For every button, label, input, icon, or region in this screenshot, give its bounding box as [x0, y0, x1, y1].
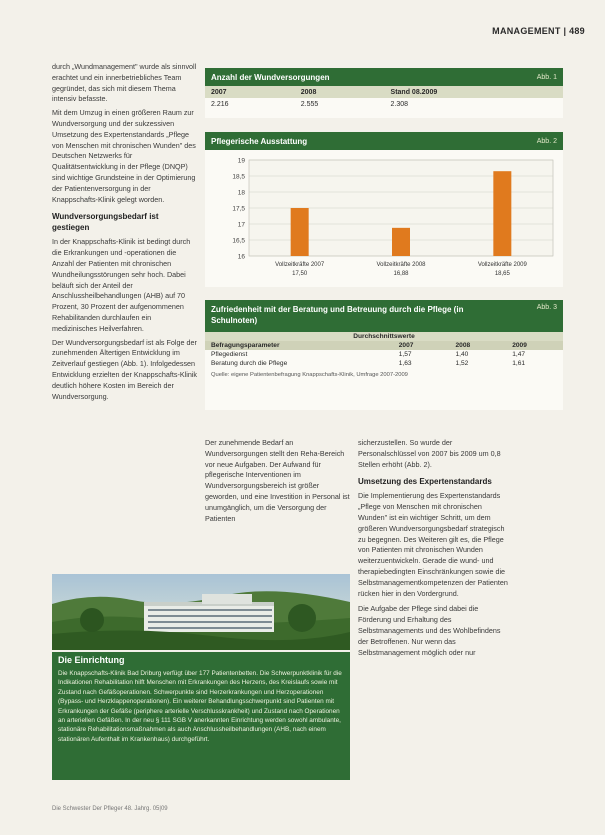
figure-header [205, 300, 563, 332]
y-tick-label: 19 [237, 157, 245, 165]
data-label: 18,65 [494, 271, 510, 277]
bar [493, 171, 511, 256]
x-tick-label: Vollzeitkräfte 2008 [376, 262, 426, 268]
info-box [52, 652, 350, 780]
paragraph: Die Aufgabe der Pflege sind dabei die Förderung und Erhaltung des Selbstmanagements und des Wohlbefindens der Betroffenen. Nur wenn das Selbstmanagement möglich oder nur [358, 604, 501, 657]
wound-care-table [205, 86, 563, 110]
y-tick-label: 16 [237, 253, 245, 261]
paragraph: durch „Wundmanagement" wurde als sinnvoll erachtet und ein innerbetriebliches Team gegründet, das sich mit diesem Thema intensiv befasste. [52, 62, 197, 104]
y-tick-label: 18,5 [232, 173, 245, 181]
table-cell: 2.216 [211, 100, 229, 108]
x-tick-label: Vollzeitkräfte 2007 [275, 262, 325, 268]
section-heading: Umsetzung des Expertenstandards [358, 477, 492, 487]
column-header: Befragungsparameter [205, 341, 393, 350]
running-head: MANAGEMENT | 489 [492, 26, 585, 36]
clinic-photo [52, 574, 350, 650]
table-cell: 1,61 [512, 360, 526, 367]
figure-number: Abb. 1 [536, 73, 557, 81]
column-header: 2009 [506, 341, 563, 350]
paragraph: Der Wundversorgungsbedarf ist als Folge der zunehmenden Ältertigen Entwicklung im Zeitverlauf gestiegen (Abb. 1). Infolgedessen Entwicklung erzielten der Knappschafts-Klinik deutlich höhere Kosten im Bereich der Wundversorgung. [52, 337, 198, 401]
column-header: Stand 08.2009 [385, 86, 563, 98]
data-label: 17,50 [292, 271, 308, 277]
paragraph: In der Knappschafts-Klinik ist bedingt durch die Erkrankungen und -operationen die Anzahl der Patienten mit chronischen Wundheilungsstörungen sehr hoch. Dabei beläuft sich der Anteil der Anschlussheilbehandlungen (AHB) auf 70 Prozent, 30 Prozent der aufgenommenen Rehabilitanden durchlaufen ein medizinisches Heilverfahren. [52, 237, 191, 333]
section-heading: Wundversorgungsbedarf ist gestiegen [52, 212, 159, 233]
column-header: 2008 [449, 341, 506, 350]
table-row [205, 350, 563, 359]
column-header: 2007 [393, 341, 450, 350]
page-footer: Die Schwester Der Pfleger 48. Jahrg. 05|09 [52, 806, 168, 812]
paragraph: Mit dem Umzug in einen größeren Raum zur Wundversorgung und der sukzessiven Umsetzung des Expertenstandards „Pflege von Menschen mit chronischen Wunden" des Deutschen Netzwerks für Qualitätsentwicklung in der Pflege (DNQP) sind wichtige Grundsteine in der Optimierung der Patientenversorgung in der Knappschafts-Klinik gelegt worden. [52, 108, 196, 204]
table-cell: 1,63 [398, 360, 412, 367]
staffing-bar-chart [205, 150, 563, 287]
y-tick-label: 17 [237, 221, 245, 229]
table-cell: 2.555 [300, 100, 319, 108]
paragraph: Der zunehmende Bedarf an Wundversorgungen stellt den Reha-Bereich vor neue Aufgaben. Der Aufwand für pflegerische Interventionen im Wundversorgungsbereich ist größer geworden, und eine Investition in Personal ist unumgänglich, um die Versorgung der Patienten [205, 438, 350, 523]
x-tick-label: Vollzeitkräfte 2009 [477, 262, 527, 268]
clinic-building-image [52, 574, 350, 650]
table-cell: 1,57 [398, 351, 412, 358]
bar [392, 228, 410, 256]
table-note: Quelle: eigene Patientenbefragung Knappschafts-Klinik, Umfrage 2007-2009 [211, 372, 408, 378]
info-box-text: Die Knappschafts-Klinik Bad Driburg verfügt über 177 Patientenbetten. Die Schwerpunktklinik für die Indikationen Rehabilitation hilft Menschen mit Erkrankungen des Herzens, des Kreislaufs sowie mit Zustand nach Gefäßoperationen. Schwerpunkte sind Herzerkrankungen und Herzoperationen (Bypass- und Herzklappenoperationen). Ein weiterer Behandlungsschwerpunkt sind Patienten mit Erkrankungen der Gefäße (periphere arterielle Verschlusskrankheit) und Zustand nach Operationen an arteriellen Gefäßen. In der neu § 111 SGB V anerkannten Einrichtung werden sowohl ambulante, stationäre Rehabilitationsmaßnahmen als auch Anschlussheilbehandlungen (AHB, nach einem stationären Aufenthalt im Krankenhaus) durchgeführt. [52, 665, 350, 748]
table-band: Durchschnittswerte [205, 332, 563, 341]
figure-header [205, 68, 563, 86]
data-label: 16,88 [393, 271, 409, 277]
y-tick-label: 16,5 [232, 237, 245, 245]
figure-title: Anzahl der Wundversorgungen [211, 72, 330, 82]
paragraph: Die Implementierung des Expertenstandards „Pflege von Menschen mit chronischen Wunden" ist ein wichtiger Schritt, um dem größeren Wundversorgungsbedarf strategisch zu begegnen. Des Weiteren gilt es, die Pflege von Patienten mit chronischen Wunden weiterzuentwickeln. Gerade die wund- und therapiebedingten Einschränkungen sowie die Selbstmanagementkompetenzen der Patienten rücken hier in den Vordergrund. [358, 491, 508, 598]
info-box-title: Die Einrichtung [52, 652, 350, 665]
figure-title: Pflegerische Ausstattung [211, 136, 308, 146]
table-cell: 1,40 [455, 351, 469, 358]
y-tick-label: 18 [237, 189, 245, 197]
table-row [205, 359, 563, 368]
table-cell: Beratung durch die Pflege [211, 360, 288, 367]
satisfaction-table [205, 332, 563, 379]
right-column [358, 438, 508, 661]
y-tick-label: 17,5 [232, 205, 245, 213]
figure-title: Zufriedenheit mit der Beratung und Betreuung durch die Pflege (in Schulnoten) [211, 305, 464, 325]
figure-number: Abb. 3 [536, 304, 557, 311]
table-cell: Pflegedienst [211, 351, 248, 358]
table-cell: 1,52 [455, 360, 469, 367]
figure-1 [205, 68, 563, 118]
column-header: 2008 [295, 86, 385, 98]
table-cell: 1,47 [512, 351, 526, 358]
middle-column [205, 438, 351, 527]
figure-2 [205, 132, 563, 287]
figure-number: Abb. 2 [536, 137, 557, 145]
bar [291, 208, 309, 256]
left-column [52, 62, 198, 405]
column-header: 2007 [205, 86, 295, 98]
paragraph: sicherzustellen. So wurde der Personalschlüssel von 2007 bis 2009 um 0,8 Stellen erhöht (Abb. 2). [358, 438, 501, 469]
figure-3 [205, 300, 563, 410]
table-cell: 2.308 [390, 100, 409, 108]
figure-header [205, 132, 563, 150]
